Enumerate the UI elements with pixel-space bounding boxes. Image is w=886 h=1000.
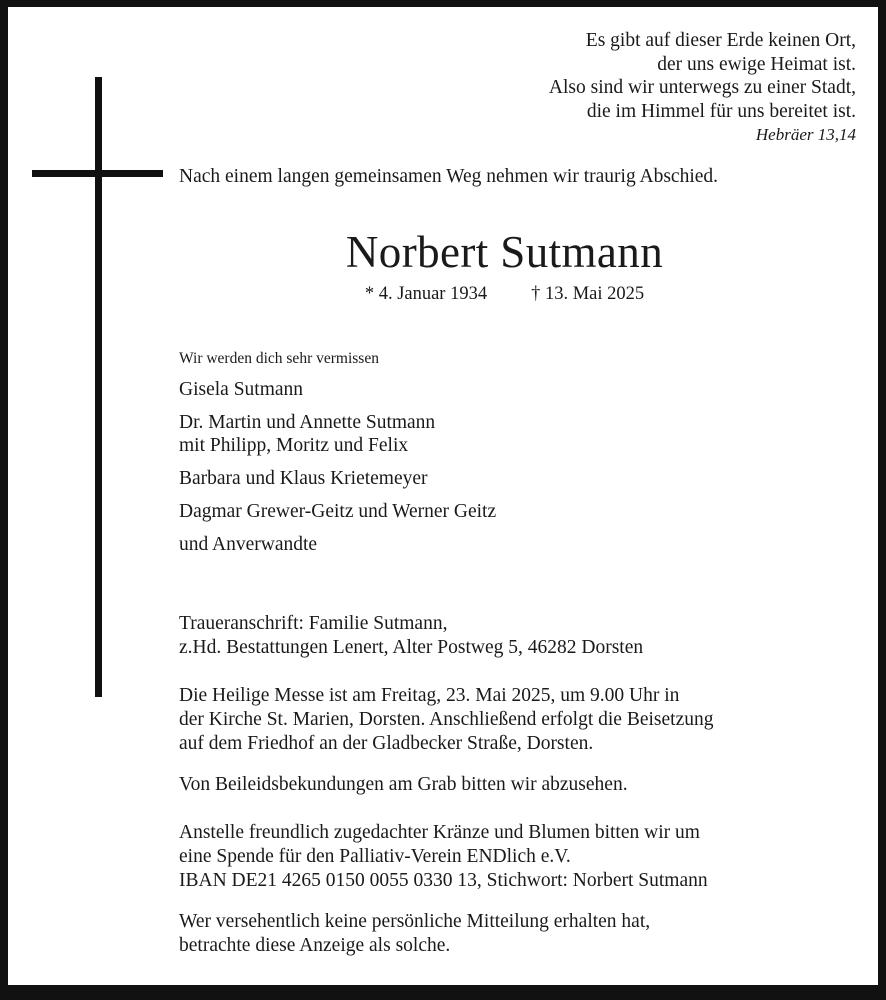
survivor-name: Barbara und Klaus Krietemeyer [179, 468, 428, 489]
donation-line-1: Anstelle freundlich zugedachter Kränze und Blumen bitten wir um [179, 822, 700, 843]
condolences-note: Von Beileidsbekundungen am Grab bitten wir abzusehen. [179, 774, 628, 795]
death-date: † 13. Mai 2025 [531, 284, 645, 304]
epigraph-line-3: Also sind wir unterwegs zu einer Stadt, [548, 77, 856, 98]
donation-request [179, 821, 858, 893]
intro-text: Nach einem langen gemeinsamen Weg nehmen wir traurig Abschied. [179, 166, 719, 187]
epigraph [376, 29, 856, 146]
deceased-block [179, 227, 858, 305]
list-item [179, 467, 858, 491]
address-line-1: Traueranschrift: Familie Sutmann, [179, 613, 448, 634]
service-line-1: Die Heilige Messe ist am Freitag, 23. Mai 2025, um 9.00 Uhr in [179, 685, 680, 706]
survivor-name: Dagmar Grewer-Geitz und Werner Geitz [179, 501, 497, 522]
service-details [179, 684, 858, 756]
closing-line-1: Wer versehentlich keine persönliche Mitteilung erhalten hat, [179, 911, 651, 932]
survivor-children: mit Philipp, Moritz und Felix [179, 435, 409, 456]
survivor-name: und Anverwandte [179, 534, 318, 555]
notice-sheet [8, 7, 878, 985]
christian-cross-crossbar-icon [32, 170, 163, 177]
survivor-name: Dr. Martin und Annette Sutmann [179, 412, 436, 433]
epigraph-line-4: die im Himmel für uns bereitet ist. [586, 100, 856, 122]
donation-iban: IBAN DE21 4265 0150 0055 0330 13, Stichwort: Norbert Sutmann [179, 870, 708, 891]
life-dates [179, 283, 830, 305]
closing-line-2: betrachte diese Anzeige als solche. [179, 935, 451, 956]
list-item [179, 533, 858, 557]
donation-line-2: eine Spende für den Palliativ-Verein ENDlich e.V. [179, 846, 571, 867]
deceased-name: Norbert Sutmann [345, 227, 664, 277]
list-item [179, 411, 858, 458]
list-item [179, 378, 858, 402]
address-line-2: z.Hd. Bestattungen Lenert, Alter Postweg 5, 46282 Dorsten [179, 637, 644, 658]
epigraph-line-2: der uns ewige Heimat ist. [657, 53, 856, 75]
notice-body [179, 165, 858, 958]
epigraph-source: Hebräer 13,14 [755, 125, 856, 144]
service-line-3: auf dem Friedhof an der Gladbecker Straße, Dorsten. [179, 733, 594, 754]
epigraph-line-1: Es gibt auf dieser Erde keinen Ort, [585, 30, 856, 51]
survivor-name: Gisela Sutmann [179, 379, 304, 400]
survivors-list [179, 378, 858, 557]
mourning-address [179, 612, 858, 660]
mourning-intro: Wir werden dich sehr vermissen [179, 350, 379, 367]
service-line-2: der Kirche St. Marien, Dorsten. Anschließend erfolgt die Beisetzung [179, 709, 714, 730]
birth-date: * 4. Januar 1934 [364, 284, 488, 304]
list-item [179, 500, 858, 524]
closing-note [179, 910, 858, 958]
